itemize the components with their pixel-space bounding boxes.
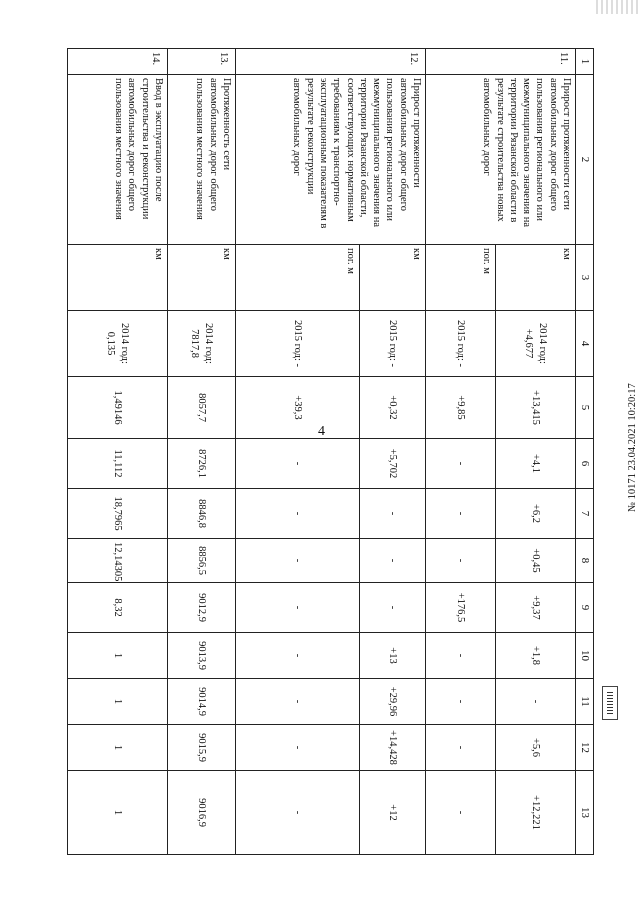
value-cell: 9013,9 bbox=[168, 633, 236, 679]
value-cell: 1 bbox=[68, 771, 168, 855]
header-cell: 10 bbox=[576, 633, 594, 679]
value-cell: +14,428 bbox=[360, 725, 426, 771]
header-cell: 2 bbox=[576, 75, 594, 245]
value-cell: 1 bbox=[68, 725, 168, 771]
value-cell: - bbox=[236, 489, 360, 539]
table-row bbox=[360, 49, 426, 855]
value-cell: - bbox=[360, 539, 426, 583]
value-cell: 2014 год: 0,135 bbox=[68, 311, 168, 377]
indicator-name: Прирост протяженности автомобильных дорог общего пользования регионального или межмуниципального значения на территории Рязанской области, соответствующих нормативным требованиям к транспортно-эксплуатационным показателям в результате реконструкции автомобильных дорог bbox=[236, 75, 426, 245]
value-cell: - bbox=[360, 583, 426, 633]
value-cell: 8846,8 bbox=[168, 489, 236, 539]
page-number: 4 bbox=[318, 424, 325, 439]
value-cell: 1 bbox=[68, 633, 168, 679]
row-number: 11. bbox=[426, 49, 576, 75]
unit-cell: км bbox=[360, 245, 426, 311]
value-cell: - bbox=[496, 679, 576, 725]
header-cell: 6 bbox=[576, 439, 594, 489]
registration-text: № 10171 23.04.2021 10:20:17 bbox=[627, 383, 638, 512]
value-cell: 11,112 bbox=[68, 439, 168, 489]
value-cell: - bbox=[426, 725, 496, 771]
header-cell: 5 bbox=[576, 377, 594, 439]
indicator-name: Прирост протяженности сети автомобильных дорог общего пользования регионального или межмуниципального значения на территории Рязанской области в результате строительства новых автомобильных дорог bbox=[426, 75, 576, 245]
value-cell: 2014 год: +4,677 bbox=[496, 311, 576, 377]
row-number: 13. bbox=[168, 49, 236, 75]
header-cell: 4 bbox=[576, 311, 594, 377]
header-cell: 1 bbox=[576, 49, 594, 75]
scan-artifact bbox=[596, 0, 640, 14]
value-cell: 2015 год: - bbox=[426, 311, 496, 377]
row-number: 12. bbox=[236, 49, 426, 75]
value-cell: - bbox=[426, 679, 496, 725]
value-cell: +9,37 bbox=[496, 583, 576, 633]
unit-cell: км bbox=[68, 245, 168, 311]
value-cell: +5,702 bbox=[360, 439, 426, 489]
value-cell: 8856,5 bbox=[168, 539, 236, 583]
value-cell: 2015 год: - bbox=[360, 311, 426, 377]
indicator-name: Ввод в эксплуатацию после строительства и реконструкции автомобильных дорог общего пользования местного значения bbox=[68, 75, 168, 245]
value-cell: 2015 год: - bbox=[236, 311, 360, 377]
indicators-table bbox=[67, 48, 594, 855]
value-cell: +39,3 bbox=[236, 377, 360, 439]
value-cell: 12,14305 bbox=[68, 539, 168, 583]
value-cell: - bbox=[426, 439, 496, 489]
value-cell: 2014 год: 7817,8 bbox=[168, 311, 236, 377]
table-row bbox=[168, 49, 236, 855]
value-cell: - bbox=[236, 439, 360, 489]
value-cell: +12,221 bbox=[496, 771, 576, 855]
value-cell: - bbox=[236, 725, 360, 771]
value-cell: +5,6 bbox=[496, 725, 576, 771]
value-cell: 9014,9 bbox=[168, 679, 236, 725]
value-cell: +13,415 bbox=[496, 377, 576, 439]
value-cell: - bbox=[360, 489, 426, 539]
value-cell: - bbox=[426, 489, 496, 539]
header-cell: 3 bbox=[576, 245, 594, 311]
value-cell: +9,85 bbox=[426, 377, 496, 439]
value-cell: 8,32 bbox=[68, 583, 168, 633]
value-cell: +176,5 bbox=[426, 583, 496, 633]
value-cell: +6,2 bbox=[496, 489, 576, 539]
value-cell: +0,45 bbox=[496, 539, 576, 583]
barcode-stamp-icon bbox=[602, 686, 618, 720]
value-cell: 18,7965 bbox=[68, 489, 168, 539]
value-cell: 1,49146 bbox=[68, 377, 168, 439]
table-row bbox=[496, 49, 576, 855]
value-cell: - bbox=[236, 539, 360, 583]
value-cell: - bbox=[426, 771, 496, 855]
value-cell: +1,8 bbox=[496, 633, 576, 679]
value-cell: - bbox=[236, 771, 360, 855]
value-cell: +4,1 bbox=[496, 439, 576, 489]
row-number: 14. bbox=[68, 49, 168, 75]
unit-cell: км bbox=[168, 245, 236, 311]
value-cell: - bbox=[426, 539, 496, 583]
value-cell: 9016,9 bbox=[168, 771, 236, 855]
unit-cell: пог. м bbox=[426, 245, 496, 311]
header-cell: 12 bbox=[576, 725, 594, 771]
table-row bbox=[68, 49, 168, 855]
header-cell: 8 bbox=[576, 539, 594, 583]
header-cell: 9 bbox=[576, 583, 594, 633]
header-cell: 13 bbox=[576, 771, 594, 855]
value-cell: +0,32 bbox=[360, 377, 426, 439]
value-cell: +29,96 bbox=[360, 679, 426, 725]
value-cell: 8057,7 bbox=[168, 377, 236, 439]
value-cell: +12 bbox=[360, 771, 426, 855]
value-cell: - bbox=[236, 679, 360, 725]
value-cell: +13 bbox=[360, 633, 426, 679]
value-cell: - bbox=[236, 633, 360, 679]
header-cell: 7 bbox=[576, 489, 594, 539]
value-cell: 8726,1 bbox=[168, 439, 236, 489]
value-cell: 1 bbox=[68, 679, 168, 725]
unit-cell: пог. м bbox=[236, 245, 360, 311]
value-cell: - bbox=[426, 633, 496, 679]
header-cell: 11 bbox=[576, 679, 594, 725]
value-cell: 9012,9 bbox=[168, 583, 236, 633]
header-row bbox=[576, 49, 594, 855]
unit-cell: км bbox=[496, 245, 576, 311]
value-cell: - bbox=[236, 583, 360, 633]
indicator-name: Протяженность сети автомобильных дорог общего пользования местного значения bbox=[168, 75, 236, 245]
value-cell: 9015,9 bbox=[168, 725, 236, 771]
